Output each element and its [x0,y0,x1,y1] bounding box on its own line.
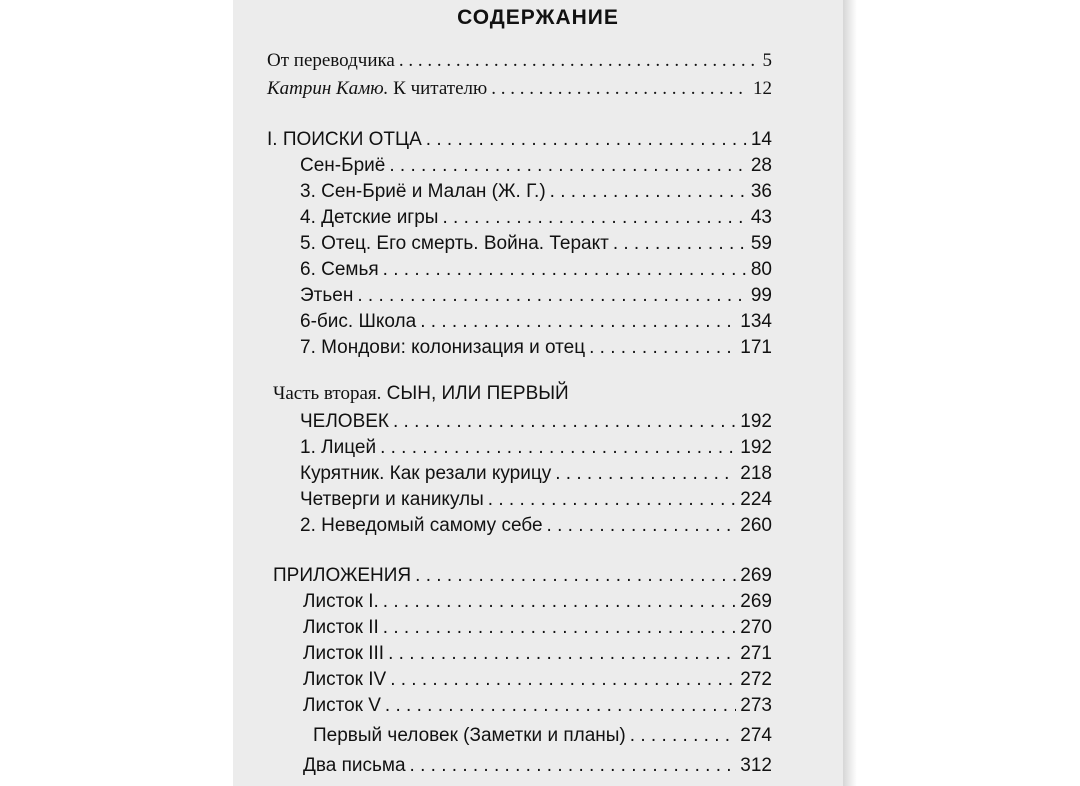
toc-entry-page: 59 [750,233,772,254]
toc-entry [300,462,772,486]
dot-leader [550,180,747,204]
toc-entry-label: Листок I. [303,591,379,612]
dot-leader [390,668,736,692]
toc-entry [313,724,772,748]
toc-entry-label: 7. Мондови: колонизация и отец [300,337,586,358]
dot-leader [393,410,736,434]
toc-entry [300,488,772,512]
toc-entry-label: 2. Неведомый самому себе [300,515,543,536]
page-edge-shadow [843,0,857,786]
toc-entry [300,436,772,460]
toc-entry-page: 192 [740,411,772,432]
toc-heading-appendix [273,564,772,588]
toc-entry-page: 14 [750,129,772,150]
toc-entry-page: 274 [740,725,772,746]
toc-entry-label: 3. Сен-Бриё и Малан (Ж. Г.) [300,181,546,202]
dot-leader [488,488,737,512]
toc-entry [300,180,772,204]
toc-entry-page: 218 [740,463,772,484]
toc-entry-page: 12 [753,78,772,99]
toc-entry [300,514,772,538]
toc-heading-part1 [267,128,772,152]
dot-leader [383,616,737,640]
toc-entry-page: 272 [740,669,772,690]
toc-entry-translator [267,49,772,73]
dot-leader [399,49,759,73]
dot-leader [547,514,737,538]
toc-entry-title: К читателю [388,78,488,99]
toc-entry [303,694,772,718]
toc-heading-label: ЧЕЛОВЕК [300,411,389,432]
toc-entry [300,336,772,360]
toc-entry-label: Четверги и каникулы [300,489,484,510]
toc-entry-page: 80 [750,259,772,280]
toc-entry-label [267,77,487,101]
toc-entry-label: Сен-Бриё [300,155,386,176]
dot-leader [420,310,736,334]
toc-heading-part2-line1 [273,382,569,406]
toc-entry [303,642,772,666]
toc-entry-page: 192 [740,437,772,458]
dot-leader [426,128,747,152]
toc-entry-page: 270 [740,617,772,638]
dot-leader [555,462,736,486]
toc-entry-page: 36 [750,181,772,202]
toc-heading-prefix: Часть вторая. [273,383,382,404]
dot-leader [388,642,736,666]
dot-leader [442,206,746,230]
toc-entry-label: Первый человек (Заметки и планы) [313,725,626,746]
toc-entry-page: 99 [750,285,772,306]
toc-entry [300,310,772,334]
toc-entry-label: Листок II [303,617,379,638]
toc-entry-label: Этьен [300,285,354,306]
dot-leader [380,436,736,460]
dot-leader [589,336,736,360]
toc-entry-page: 273 [740,695,772,716]
dot-leader [383,258,747,282]
dot-leader [383,590,737,614]
dot-leader [389,154,747,178]
toc-entry-page: 134 [740,311,772,332]
toc-entry-label: Курятник. Как резали курицу [300,463,552,484]
toc-entry [300,258,772,282]
toc-entry [300,232,772,256]
toc-heading-label: ПРИЛОЖЕНИЯ [273,565,412,586]
toc-entry-label: Листок IV [303,669,387,690]
toc-entry [303,754,772,778]
toc-entry [303,616,772,640]
toc-entry-label: 6. Семья [300,259,379,280]
toc-entry-page: 312 [740,755,772,776]
toc-entry [300,284,772,308]
toc-entry-label: 6-бис. Школа [300,311,417,332]
toc-entry-page: 269 [740,591,772,612]
toc-heading-label: СЫН, ИЛИ ПЕРВЫЙ [381,383,569,404]
toc-entry-label: 5. Отец. Его смерть. Война. Теракт [300,233,609,254]
page-title: СОДЕРЖАНИЕ [457,6,619,29]
toc-entry-label: Два письма [303,755,406,776]
toc-entry-label: 1. Лицей [300,437,377,458]
toc-entry [300,154,772,178]
toc-entry [303,590,772,614]
dot-leader [415,564,736,588]
dot-leader [630,724,737,748]
toc-entry-page: 28 [750,155,772,176]
toc-entry-page: 171 [740,337,772,358]
dot-leader [357,284,747,308]
toc-entry-page: 224 [740,489,772,510]
toc-entry-label: От переводчика [267,50,395,71]
book-page [233,0,843,786]
toc-entry-label: Листок III [303,643,385,664]
toc-entry-page: 5 [762,50,772,71]
toc-heading-part2-line2 [300,410,772,434]
toc-entry [300,206,772,230]
toc-entry-page: 269 [740,565,772,586]
toc-entry-author: Катрин Камю. [267,78,389,99]
dot-leader [385,694,736,718]
toc-entry-label: 4. Детские игры [300,207,439,228]
toc-entry-page: 43 [750,207,772,228]
toc-entry-page: 260 [740,515,772,536]
toc-heading-label: I. ПОИСКИ ОТЦА [267,129,422,150]
toc-entry [303,668,772,692]
dot-leader [491,77,749,101]
dot-leader [410,754,737,778]
dot-leader [613,232,747,256]
toc-entry-page: 271 [740,643,772,664]
toc-entry-label: Листок V [303,695,381,716]
toc-entry-to-reader [267,77,772,101]
